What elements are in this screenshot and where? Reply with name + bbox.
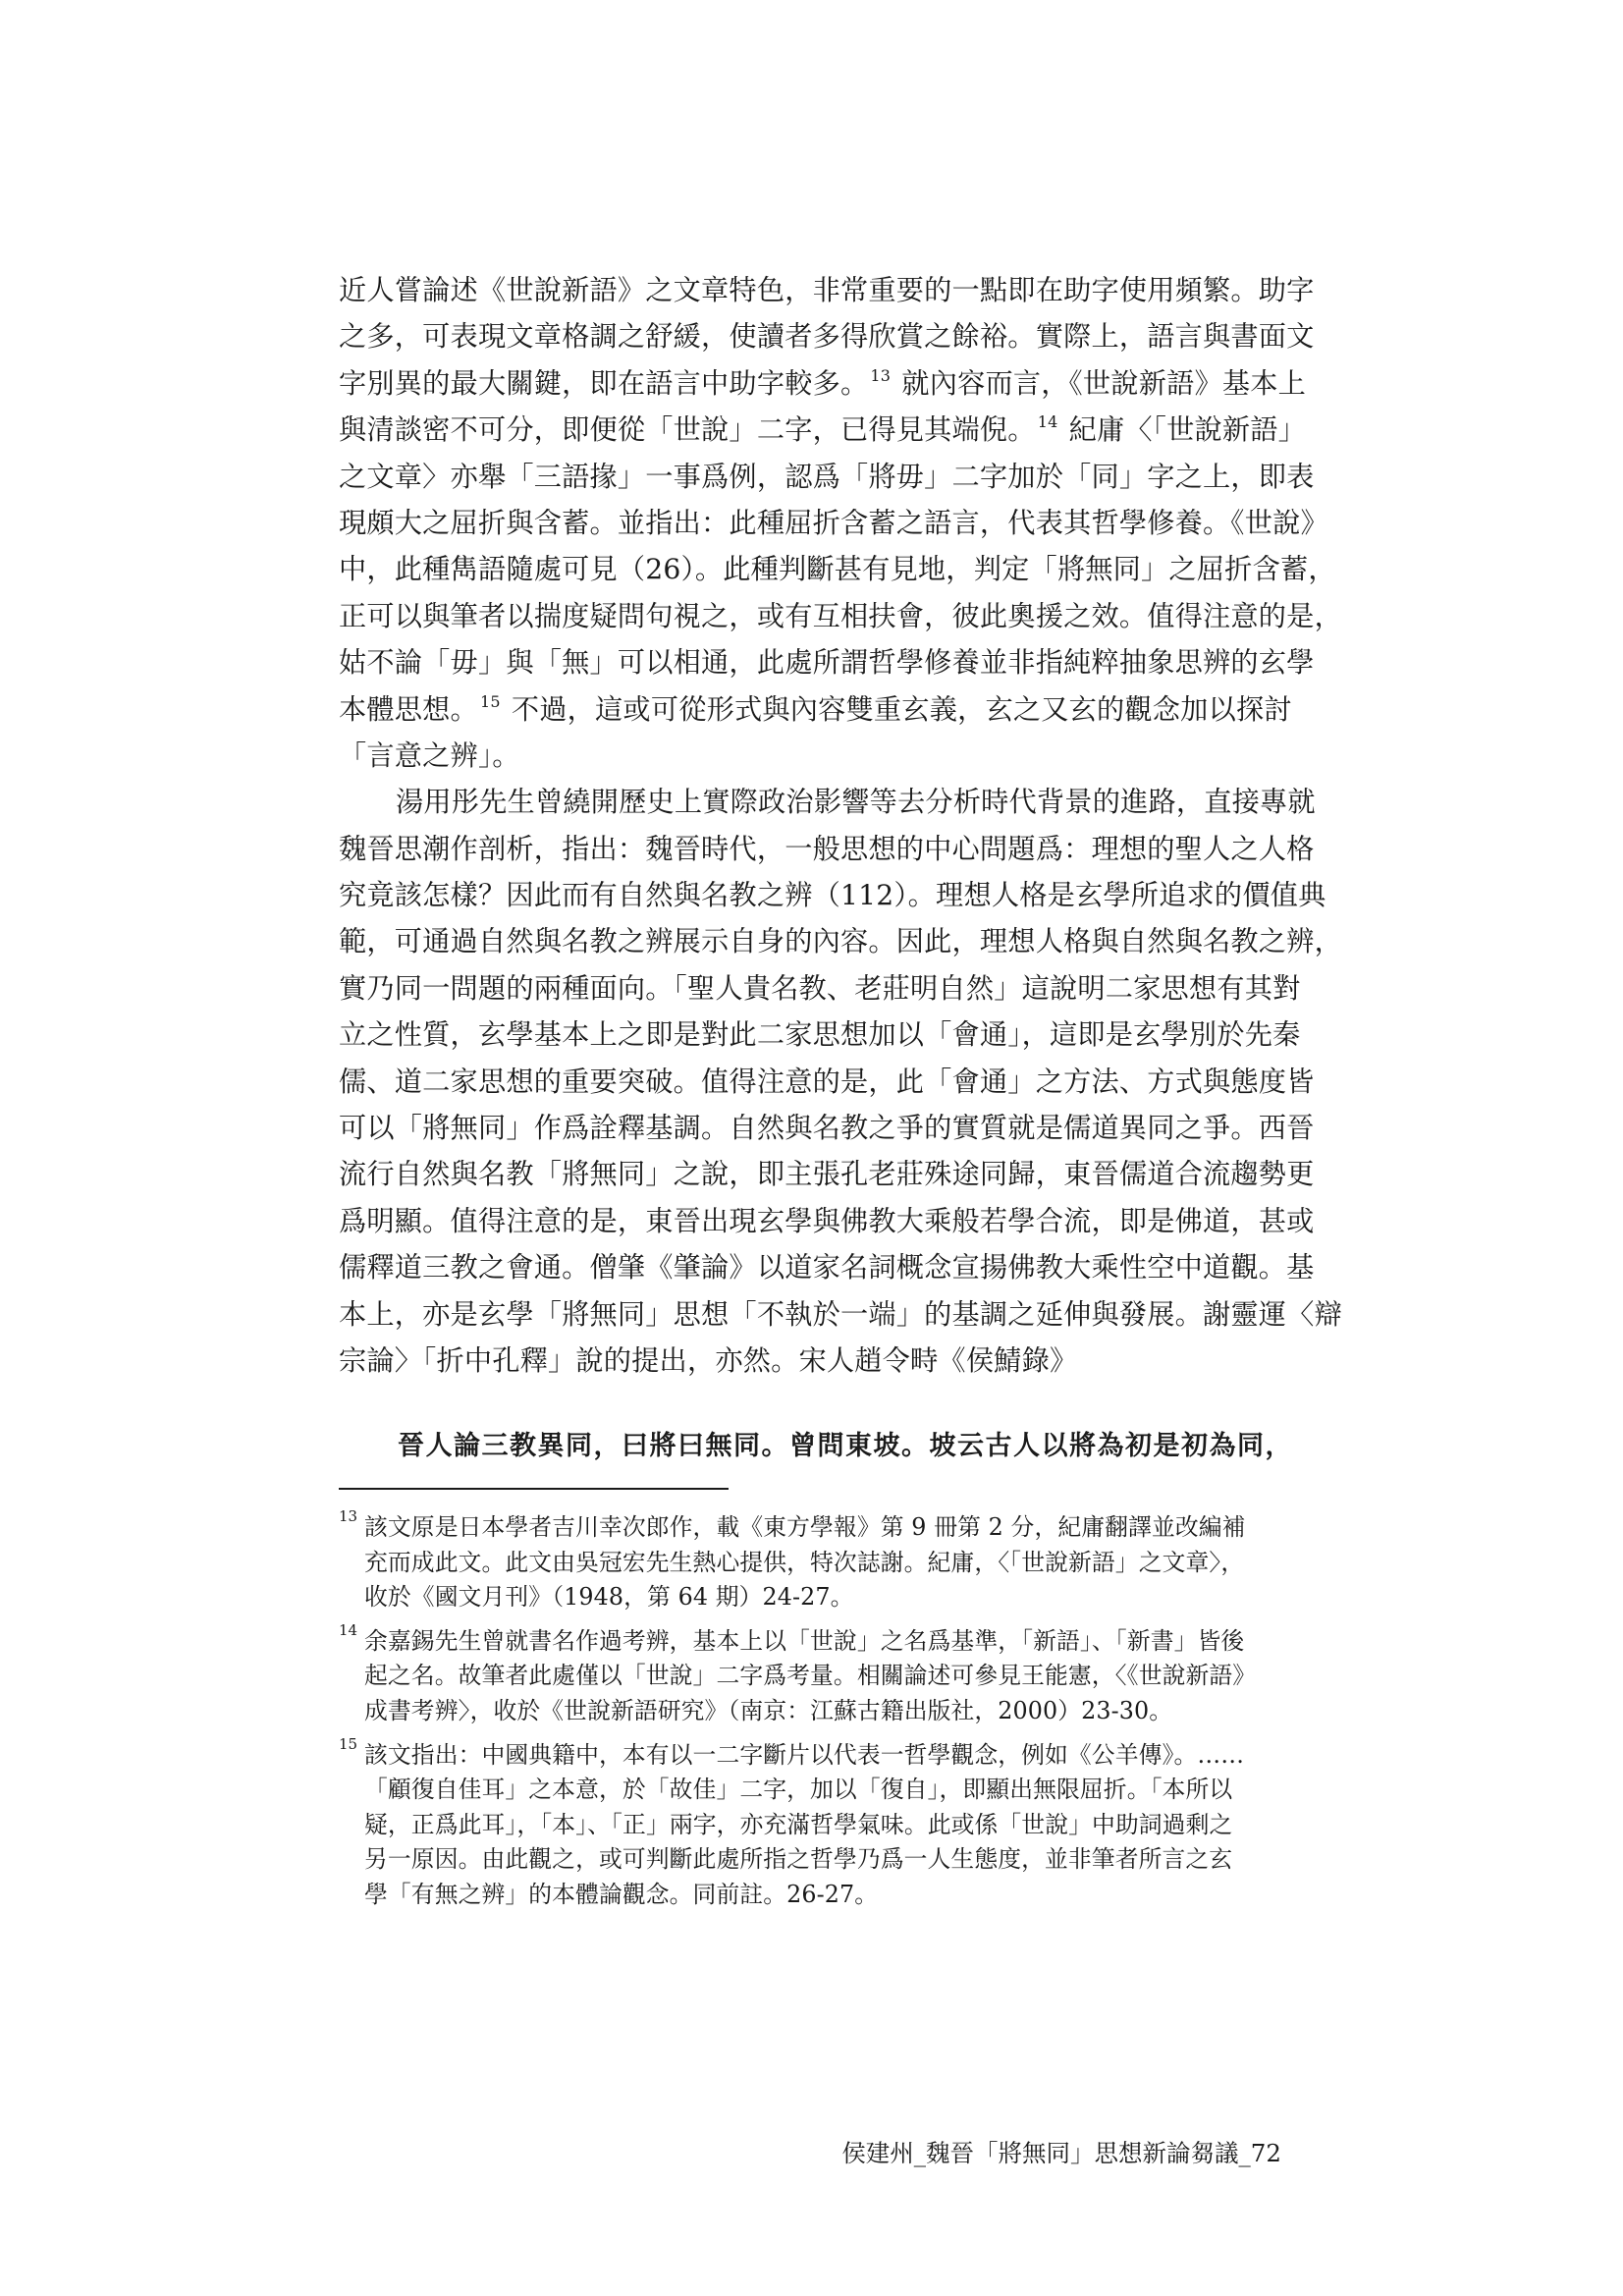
paragraph-line bbox=[339, 407, 1307, 453]
paragraph-line: 魏晉思潮作剖析，指出：魏晉時代，一般思想的中心問題爲：理想的聖人之人格 bbox=[339, 832, 1315, 865]
quote-line: 晉人論三教異同，曰將曰無同。曾問東坡。坡云古人以將為初是初為同， bbox=[398, 1431, 1293, 1461]
footnote bbox=[339, 1734, 1283, 1913]
paragraph-line: 立之性質，玄學基本上之即是對此二家思想加以「會通」，這即是玄學別於先秦 bbox=[339, 1018, 1301, 1052]
footnote-number: 14 bbox=[339, 1620, 358, 1639]
paragraph-line: 中，此種雋語隨處可見（26）。此種判斷甚有見地，判定「將無同」之屈折含蓄， bbox=[339, 553, 1336, 586]
paragraph-line: 實乃同一問題的兩種面向。「聖人貴名教、老莊明自然」這說明二家思想有其對 bbox=[339, 971, 1301, 1005]
text-segment: 紀庸〈「世說新語」 bbox=[1059, 413, 1307, 447]
footnote-number: 15 bbox=[339, 1734, 358, 1753]
block-quote bbox=[398, 1427, 1293, 1466]
text-segment: 本體思想。 bbox=[339, 692, 478, 726]
text-segment: 不過，這或可從形式與內容雙重玄義，玄之又玄的觀念加以探討 bbox=[502, 692, 1292, 726]
paragraph-line: 可以「將無同」作爲詮釋基調。自然與名教之爭的實質就是儒道異同之爭。西晉 bbox=[339, 1112, 1315, 1145]
paragraph-line: 儒釋道三教之會通。僧肇《肇論》以道家名詞概念宣揚佛教大乘性空中道觀。基 bbox=[339, 1251, 1315, 1285]
footnote-line: 疑，正爲此耳」，「本」、「正」兩字，亦充滿哲學氣味。此或係「世說」中助詞過剩之 bbox=[364, 1810, 1233, 1838]
text-segment: 就內容而言，《世說新語》基本上 bbox=[893, 366, 1307, 400]
paragraph bbox=[339, 779, 1342, 1384]
paragraph-line: 儒、道二家思想的重要突破。值得注意的是，此「會通」之方法、方式與態度皆 bbox=[339, 1065, 1315, 1098]
footnote-line: 成書考辨〉，收於《世說新語研究》（南京：江蘇古籍出版社，2000）23-30。 bbox=[364, 1696, 1173, 1724]
footnote-line: 該文原是日本學者吉川幸次郎作，載《東方學報》第 9 冊第 2 分，紀庸翻譯並改編補 bbox=[364, 1513, 1246, 1541]
paragraph-line: 之文章〉亦舉「三語掾」一事爲例，認爲「將毋」二字加於「同」字之上，即表 bbox=[339, 460, 1315, 493]
paragraph-line: 本上，亦是玄學「將無同」思想「不執於一端」的基調之延伸與發展。謝靈運〈辯 bbox=[339, 1297, 1342, 1331]
paragraph-line: 「言意之辨」。 bbox=[339, 738, 520, 772]
paragraph-line: 流行自然與名教「將無同」之說，即主張孔老莊殊途同歸，東晉儒道合流趨勢更 bbox=[339, 1158, 1315, 1191]
paragraph-line: 爲明顯。值得注意的是，東晉出現玄學與佛教大乘般若學合流，即是佛道，甚或 bbox=[339, 1204, 1315, 1237]
paragraph-line: 之多，可表現文章格調之舒緩，使讀者多得欣賞之餘裕。實際上，語言與書面文 bbox=[339, 320, 1315, 354]
paragraph-line: 現頗大之屈折與含蓄。並指出：此種屈折含蓄之語言，代表其哲學修養。《世說》 bbox=[339, 506, 1328, 539]
text-segment: 字別異的最大關鍵，即在語言中助字較多。 bbox=[339, 366, 869, 400]
footnote-number: 13 bbox=[339, 1507, 358, 1525]
text-segment: 與清談密不可分，即便從「世說」二字，已得見其端倪。 bbox=[339, 413, 1036, 447]
paragraph-line: 湯用彤先生曾繞開歷史上實際政治影響等去分析時代背景的進路，直接專就 bbox=[396, 786, 1316, 819]
footnote bbox=[339, 1507, 1283, 1615]
paragraph-line: 究竟該怎樣？因此而有自然與名教之辨（112）。理想人格是玄學所追求的價值典 bbox=[339, 879, 1326, 912]
footnote-line: 該文指出：中國典籍中，本有以一二字斷片以代表一哲學觀念，例如《公羊傳》。…… bbox=[364, 1740, 1245, 1769]
footnote-reference[interactable]: 14 bbox=[1037, 412, 1058, 432]
footnote-line: 「顧復自佳耳」之本意，於「故佳」二字，加以「復自」，即顯出無限屈折。「本所以 bbox=[364, 1776, 1233, 1804]
paragraph-line bbox=[339, 360, 1307, 407]
paragraph-line bbox=[339, 686, 1292, 733]
paragraph-line: 近人嘗論述《世說新語》之文章特色，非常重要的一點即在助字使用頻繁。助字 bbox=[339, 274, 1315, 306]
footnote-line: 另一原因。由此觀之，或可判斷此處所指之哲學乃爲一人生態度，並非筆者所言之玄 bbox=[364, 1845, 1233, 1874]
paragraph bbox=[339, 267, 1342, 779]
footnote-line: 學「有無之辨」的本體論觀念。同前註。26-27。 bbox=[364, 1880, 879, 1908]
footnotes bbox=[339, 1507, 1283, 1922]
footnote-line: 余嘉錫先生曾就書名作過考辨，基本上以「世說」之名爲基準，「新語」、「新書」皆後 bbox=[364, 1626, 1245, 1655]
footnote bbox=[339, 1620, 1283, 1729]
main-body-text bbox=[339, 267, 1342, 1384]
running-footer: 侯建州_魏晉「將無同」思想新論芻議_72 bbox=[841, 2139, 1281, 2167]
footnote-reference[interactable]: 13 bbox=[870, 365, 892, 385]
paragraph-line: 姑不論「毋」與「無」可以相通，此處所謂哲學修養並非指純粹抽象思辨的玄學 bbox=[339, 646, 1315, 680]
footnote-reference[interactable]: 15 bbox=[479, 691, 501, 711]
paragraph-line: 宗論〉「折中孔釋」說的提出，亦然。宋人趙令畤《侯鯖錄》 bbox=[339, 1343, 1078, 1377]
paragraph-line: 範，可通過自然與名教之辨展示自身的內容。因此，理想人格與自然與名教之辨， bbox=[339, 925, 1342, 958]
footnote-line: 起之名。故筆者此處僅以「世說」二字爲考量。相關論述可參見王能憲，〈《世說新語》 bbox=[364, 1662, 1257, 1690]
paragraph-line: 正可以與筆者以揣度疑問句視之，或有互相扶會，彼此奧援之效。值得注意的是， bbox=[339, 599, 1342, 632]
footnote-line: 充而成此文。此文由吳冠宏先生熱心提供，特次誌謝。紀庸，〈「世說新語」之文章〉， bbox=[364, 1548, 1245, 1576]
footnote-line: 收於《國文月刊》（1948，第 64 期）24-27。 bbox=[364, 1583, 854, 1612]
footnote-separator bbox=[339, 1488, 729, 1490]
